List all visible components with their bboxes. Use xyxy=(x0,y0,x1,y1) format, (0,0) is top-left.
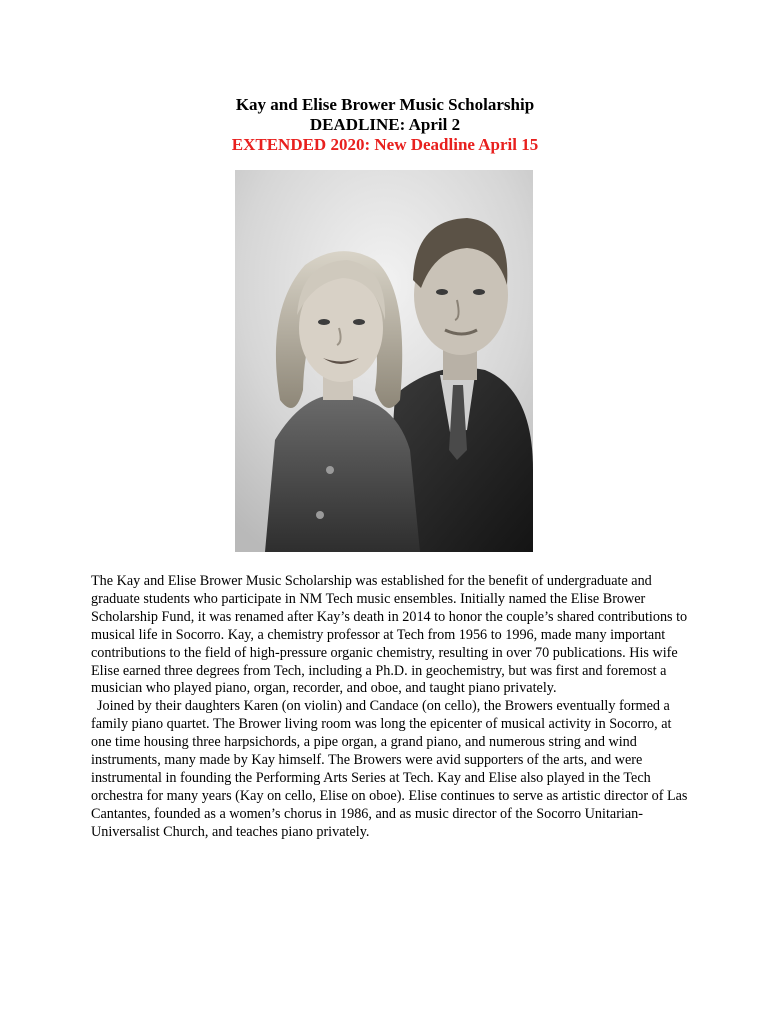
scholarship-title: Kay and Elise Brower Music Scholarship xyxy=(235,95,535,114)
couple-portrait-photo xyxy=(235,170,533,552)
document-header xyxy=(0,95,770,155)
description-paragraph-2: Joined by their daughters Karen (on violin) and Candace (on cello), the Browers eventually formed a family piano quartet. The Brower living room was long the epicenter of musical activity in Socorro, at one time housing three harpsichords, a pipe organ, a grand piano, and numerous string and wind instruments, many made by Kay himself. The Browers were avid supporters of the arts, and were instrumental in founding the Performing Arts Series at Tech. Kay and Elise also played in the Tech orchestra for many years (Kay on cello, Elise on oboe). Elise continues to serve as artistic director of Las Cantantes, founded as a women’s chorus in 1986, and as music director of the Socorro Unitarian-Universalist Church, and teaches piano privately. xyxy=(91,698,688,840)
scholarship-description xyxy=(91,573,691,842)
description-paragraph-1: The Kay and Elise Brower Music Scholarship was established for the benefit of undergraduate and graduate students who participate in NM Tech music ensembles. Initially named the Elise Brower Scholarship Fund, it was renamed after Kay’s death in 2014 to honor the couple’s shared contributions to musical life in Socorro. Kay, a chemistry professor at Tech from 1956 to 1996, made many important contributions to the field of high-pressure organic chemistry, resulting in over 70 publications. His wife Elise earned three degrees from Tech, including a Ph.D. in geochemistry, but was first and foremost a musician who played piano, organ, recorder, and oboe, and taught piano privately. xyxy=(91,573,688,697)
portrait-illustration xyxy=(235,170,533,552)
extended-deadline-line: EXTENDED 2020: New Deadline April 15 xyxy=(231,135,539,154)
deadline-line: DEADLINE: April 2 xyxy=(309,115,461,134)
